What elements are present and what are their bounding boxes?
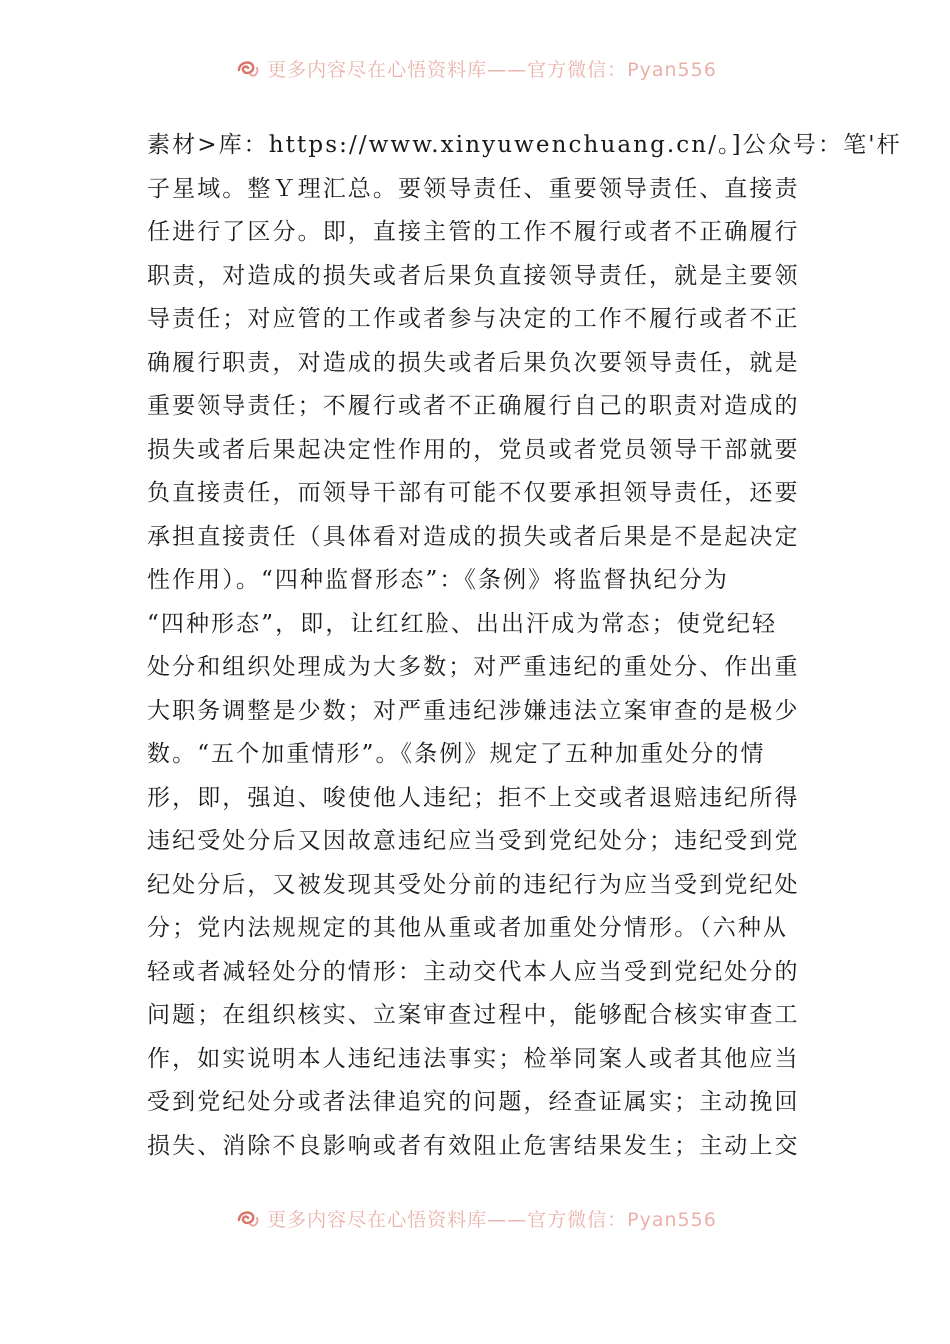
text-line: 导责任；对应管的工作或者参与决定的工作不履行或者不正: [147, 306, 800, 332]
text-line: 作，如实说明本人违纪违法事实；检举同案人或者其他应当: [147, 1045, 800, 1072]
watermark-text: 更多内容尽在心悟资料库——官方微信：Pyan556: [267, 58, 717, 81]
text-line: 受到党纪处分或者法律追究的问题，经查证属实；主动挽回: [147, 1089, 800, 1115]
text-line: 处分和组织处理成为大多数；对严重违纪的重处分、作出重: [147, 654, 800, 680]
text-line: 任进行了区分。即，直接主管的工作不履行或者不正确履行: [147, 219, 800, 245]
text-line: 问题；在组织核实、立案审查过程中，能够配合核实审查工: [147, 1002, 800, 1028]
text-line: 分；党内法规规定的其他从重或者加重处分情形。（六种从: [147, 915, 789, 941]
header-watermark: [0, 50, 950, 86]
text-line: 纪处分后，又被发现其受处分前的违纪行为应当受到党纪处: [147, 871, 800, 898]
text-line: 损失或者后果起决定性作用的，党员或者党员领导干部就要: [147, 436, 800, 463]
text-line: 子星域。整Ｙ理汇总。要领导责任、重要领导责任、直接责: [147, 175, 800, 202]
text-line: 形，即，强迫、唆使他人违纪；拒不上交或者退赔违纪所得: [147, 784, 800, 811]
text-line: 素材>库：https://www.xinyuwenchuang.cn/。]公众号：笔'杆: [147, 132, 902, 158]
text-line: 数。“五个加重情形”。《条例》规定了五种加重处分的情: [147, 741, 766, 767]
text-line: “四种形态”，即，让红红脸、出出汗成为常态；使党纪轻: [147, 610, 778, 637]
document-body: [147, 124, 902, 1168]
text-line: 损失、消除不良影响或者有效阻止危害结果发生；主动上交: [147, 1132, 800, 1159]
swirl-logo-icon: [233, 1204, 261, 1232]
text-line: 重要领导责任；不履行或者不正确履行自己的职责对造成的: [147, 393, 800, 419]
text-line: 负直接责任，而领导干部有可能不仅要承担领导责任，还要: [147, 480, 800, 506]
text-line: 大职务调整是少数；对严重违纪涉嫌违法立案审查的是极少: [147, 697, 800, 724]
text-line: 违纪受处分后又因故意违纪应当受到党纪处分；违纪受到党: [147, 828, 800, 854]
swirl-logo-icon: [233, 54, 261, 82]
text-line: 确履行职责，对造成的损失或者后果负次要领导责任，就是: [147, 349, 800, 376]
text-line: 性作用）。“四种监督形态”：《条例》将监督执纪分为: [147, 567, 730, 593]
footer-watermark: [0, 1200, 950, 1236]
watermark-text: 更多内容尽在心悟资料库——官方微信：Pyan556: [267, 1208, 717, 1231]
text-line: 轻或者减轻处分的情形：主动交代本人应当受到党纪处分的: [147, 958, 800, 985]
text-line: 职责，对造成的损失或者后果负直接领导责任，就是主要领: [147, 262, 800, 289]
text-line: 承担直接责任（具体看对造成的损失或者后果是不是起决定: [147, 523, 800, 550]
